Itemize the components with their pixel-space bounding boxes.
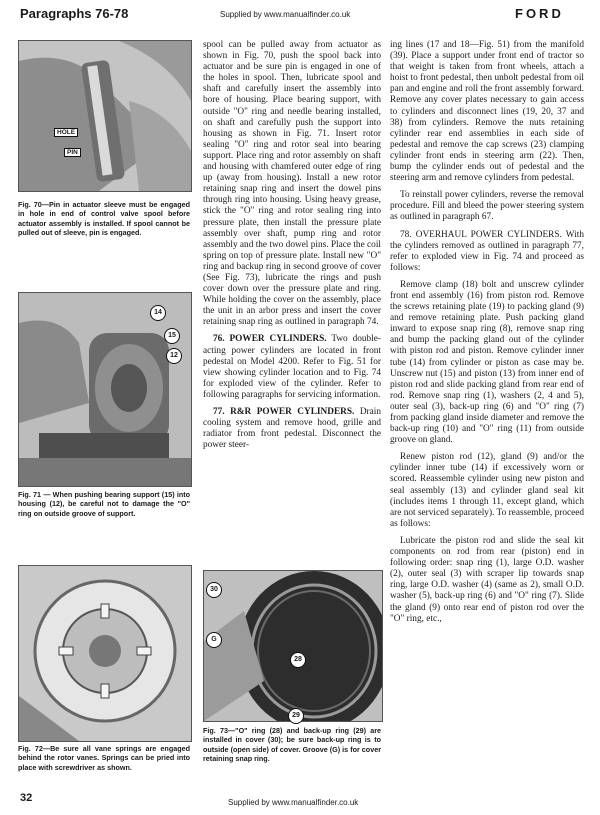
power-cylinders-heading: 76. POWER CYLINDERS. — [213, 334, 327, 345]
supplier-note-top: Supplied by www.manualfinder.co.uk — [220, 10, 351, 19]
figure-70-photo — [18, 40, 192, 192]
rr-power-cylinders-text: Drain cooling system and remove hood, grille and radiator from front pedestal. Disconnect the power steer- — [203, 407, 381, 451]
figure-73-caption: Fig. 73—"O" ring (28) and back-up ring (29) are installed in cover (30); be sure back-up ring is to outside (open side) of cover. Groove (G) is for cover retaining snap ring. — [203, 726, 381, 764]
callout-29: 29 — [288, 708, 304, 724]
callout-28: 28 — [290, 652, 306, 668]
middle-paragraph-3 — [203, 407, 381, 451]
callout-g: G — [206, 632, 222, 648]
right-paragraph-2: To reinstall power cylinders, reverse the removal procedure. Fill and bleed the power steering system as outlined in paragraph 67. — [390, 190, 584, 223]
figure-72-caption: Fig. 72—Be sure all vane springs are engaged behind the rotor vanes. Springs can be pried into place with screwdriver as shown. — [18, 744, 190, 772]
right-paragraph-4: Remove clamp (18) bolt and unscrew cylinder front end assembly (16) from piston rod. Remove the screws retaining plate (19) to packing gland (9) and remove retaining plate. Push packing gland inward to expose snap ring (8), remove snap ring and bump the packing gland out of the cylinder with piston rod and piston. Remove cylinder inner tube (14) from cylinder or piston as case may be. Unscrew nut (15) and piston (13) from inner end of piston rod and slide packing gland from rear end of rod. Remove snap ring (1), washers (2, 4 and 5), outer seal (3), back-up ring (6) and "O" ring (7) from packing gland inside diameter and remove the back-up ring (10) and "O" ring (11) from outside groove on gland. — [390, 279, 584, 446]
figure-71-caption: Fig. 71 — When pushing bearing support (15) into housing (12), be careful not to damage the "O" ring on outside groove of support. — [18, 490, 190, 518]
hole-label: HOLE — [54, 128, 78, 137]
middle-paragraph-2 — [203, 334, 381, 401]
rr-power-cylinders-heading: 77. R&R POWER CYLINDERS. — [213, 407, 355, 417]
middle-paragraph-1: spool can be pulled away from actuator as shown in Fig. 70, push the spool back into actuator and be sure pin is engaged in one of the holes in spool. Then, lubricate spool and shaft and carefully insert the assembly into bore of housing. Place bearing support, with outside "O" ring and needle bearing installed, on shaft and carefully push the support into housing as shown in Fig. 71. Insert rotor sealing "O" ring and rotor seal into bearing support. Place ring and rotor assembly on shaft and housing with chamfered outer edge of ring up (away from housing). Install a new rotor retaining snap ring and insert the dowel pins through ring into housing. Using heavy grease, stick the "O" ring and rotor sealing ring into pressure plate, then install the pressure plate assembly over shaft, pump ring and rotor assembly and the two dowel pins. Place the coil spring on top of pressure plate. Install new "O" ring and backup ring in second groove of cover (See Fig. 73), lubricate the rings and push cover down over the pressure plate and ring. While holding the cover on the assembly, place the unit in an arbor press and insert the cover retaining snap ring as outlined in paragraph 74. — [203, 40, 381, 328]
section-heading: Paragraphs 76-78 — [20, 6, 129, 21]
page-number: 32 — [20, 792, 33, 804]
callout-14: 14 — [150, 305, 166, 321]
pin-label: PIN — [64, 148, 81, 157]
figure-70-caption: Fig. 70—Pin in actuator sleeve must be engaged in hole in end of control valve spool before actuator assembly is installed. If spool cannot be pulled out of sleeve, pin is engaged. — [18, 200, 190, 238]
callout-15: 15 — [164, 328, 180, 344]
figure-71-photo — [18, 292, 192, 487]
right-paragraph-6: Lubricate the piston rod and slide the seal kit components on rod from rear (piston) end in following order: snap ring (1), large O.D. washer (2), outer seal (3) with scraper lip towards snap ring, large O.D. washer (4) (same as 2), small O.D. washer (5), back-up ring (6) and "O" ring (7). Slide the gland (9) onto rear end of piston rod over the "O" ring, etc., — [390, 535, 584, 624]
callout-12: 12 — [166, 348, 182, 364]
right-paragraph-5: Renew piston rod (12), gland (9) and/or the cylinder inner tube (14) if excessively worn or scored. Reassemble cylinder using new piston and seal assembly (13) and cylinder gland seal kit (includes items 1 through 11, except gland, which are not serviced separately). To reassemble, proceed as follows: — [390, 452, 584, 529]
supplier-note-bottom: Supplied by www.manualfinder.co.uk — [228, 798, 359, 807]
brand-heading: FORD — [515, 6, 564, 21]
right-column — [390, 40, 584, 625]
right-paragraph-1: ing lines (17 and 18—Fig. 51) from the manifold (39). Place a support under front end of tractor so that weight is taken from front wheels, attach a hoist to front pedestal, then unbolt pedestal from oil pan and engine and roll the front assembly forward. Remove any cover plates necessary to gain access to cylinders and disconnect lines (19, 20, 37 and 38) from cylinders. Remove the nuts retaining cylinder rear end assemblies in each side of pedestal and remove the cap screws (23) clamping cylinder front ends in steering arm (22). Then, bump the cylinder ends out of pedestal and the steering arm and remove cylinders from pedestal. — [390, 40, 584, 184]
callout-30: 30 — [206, 582, 222, 598]
right-paragraph-3: 78. OVERHAUL POWER CYLINDERS. With the cylinders removed as outlined in paragraph 77, refer to exploded view in Fig. 74 and proceed as follows: — [390, 229, 584, 273]
power-cylinders-text: Two double-acting power cylinders are located in front pedestal on Model 4200. Refer to Fig. 51 for view showing cylinder location and to Fig. 74 for exploded view of the cylinder. Refer to following paragraphs for servicing information. — [203, 334, 381, 400]
figure-73-photo — [203, 570, 383, 722]
figure-72-photo — [18, 565, 192, 742]
middle-column — [203, 40, 381, 451]
